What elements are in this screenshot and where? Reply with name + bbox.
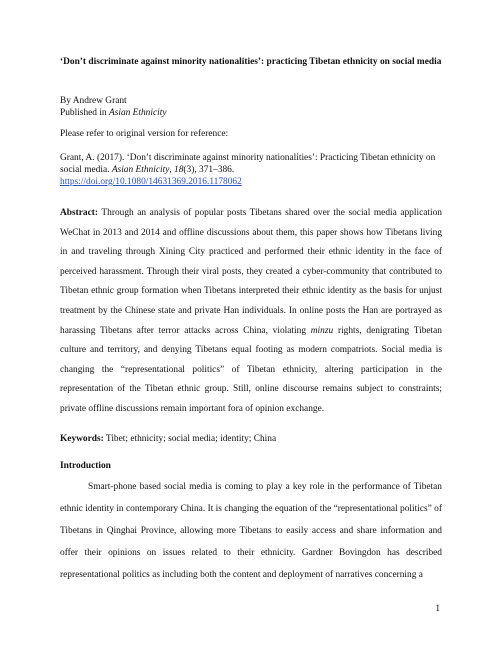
citation-separator: , bbox=[169, 165, 175, 175]
citation bbox=[60, 152, 442, 188]
page-number: 1 bbox=[435, 604, 440, 614]
section-heading-introduction: Introduction bbox=[60, 461, 111, 471]
citation-text: Grant, A. (2017). ‘Don’t discriminate against minority nationalities’: Practicing Tibetan ethnicity on social media. bbox=[60, 153, 436, 175]
paper-title: ‘Don’t discriminate against minority nationalities’: practicing Tibetan ethnicity on social media bbox=[60, 57, 442, 67]
keywords-label: Keywords: bbox=[60, 434, 104, 444]
byline bbox=[60, 95, 442, 119]
doi-link[interactable]: https://doi.org/10.1080/14631369.2016.1178062 bbox=[60, 177, 242, 187]
abstract-text-continued: rights, denigrating Tibetan culture and territory, and denying Tibetans equal footing as modern compatriots. Social media is changing the “representational politics” of Tibetan ethnicity, altering participation in the representation of the Tibetan ethnic group. Still, online discourse remains subject to constraints; private offline discussions remain important fora of opinion exchange. bbox=[60, 325, 442, 414]
abstract-term-minzu: minzu bbox=[310, 325, 334, 336]
keywords-text: Tibet; ethnicity; social media; identity; China bbox=[103, 434, 277, 444]
keywords bbox=[60, 433, 442, 445]
refer-note: Please refer to original version for reference: bbox=[60, 129, 229, 139]
publication-line bbox=[60, 107, 442, 119]
citation-pages: (3), 371–386. bbox=[183, 165, 235, 175]
abstract-text: Through an analysis of popular posts Tibetans shared over the social media application WeChat in 2013 and 2014 and offline discussions about them, this paper shows how Tibetans living in and traveling through Xining City practiced and performed their ethnic identity in the face of perceived harassment. Through their viral posts, they created a cyber-community that contributed to Tibetan ethnic group formation when Tibetans interpreted their ethnic identity as the basis for unjust treatment by the Chinese state and private Han individuals. In online posts the Han are portrayed as harassing Tibetans after terror attacks across China, violating bbox=[60, 208, 442, 336]
citation-volume: 18 bbox=[174, 165, 184, 175]
published-prefix: Published in bbox=[60, 108, 109, 118]
journal-name: Asian Ethnicity bbox=[108, 108, 167, 118]
author-line: By Andrew Grant bbox=[60, 96, 127, 106]
abstract-label: Abstract: bbox=[60, 208, 99, 218]
citation-journal: Asian Ethnicity bbox=[111, 165, 170, 175]
abstract bbox=[60, 204, 442, 420]
introduction-paragraph: Smart-phone based social media is coming to play a key role in the performance of Tibetan ethnic identity in contemporary China. It is changing the equation of the “representational politics” of Tibetans in Qinghai Province, allowing more Tibetans to easily access and share information and offer their opinions on issues related to their ethnicity. Gardner Bovingdon has described representational politics as including both the content and deployment of narratives concerning a bbox=[60, 482, 442, 581]
introduction-body bbox=[60, 476, 442, 586]
